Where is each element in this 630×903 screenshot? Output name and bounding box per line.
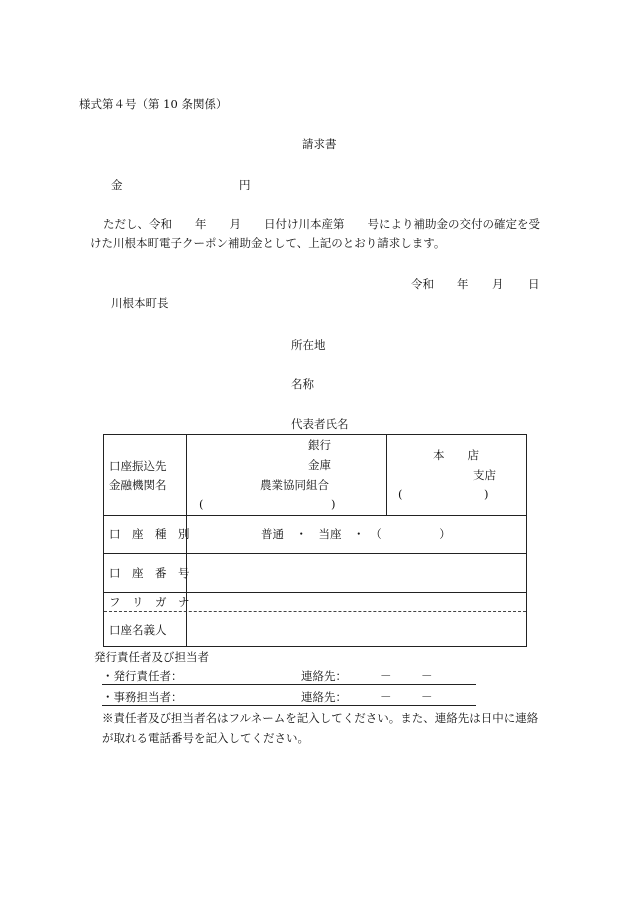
staff-underline	[102, 705, 476, 706]
note-line-2: が取れる電話番号を記入してください。	[102, 731, 309, 745]
branch-option: 支店	[473, 468, 496, 482]
account-type-options: 普通 ・ 当座 ・ （ ）	[261, 527, 451, 541]
branch-column-divider	[386, 435, 387, 515]
transfer-label: 口座振込先	[109, 459, 167, 473]
date-month: 月	[492, 277, 504, 291]
account-number-label: 口 座 番 号	[109, 566, 190, 580]
date-year: 年	[457, 277, 469, 291]
amount-prefix: 金	[111, 178, 123, 192]
note-line-1: ※責任者及び担当者名はフルネームを記入してください。また、連絡先は日中に連絡	[102, 711, 539, 725]
furigana-divider	[104, 611, 526, 612]
bank-paren-close: )	[331, 497, 336, 511]
furigana-label: フ リ ガ ナ	[109, 595, 190, 609]
document-title: 請求書	[302, 137, 337, 151]
body-text-line-1: ただし、令和 年 月 日付け川本産第 号により補助金の交付の確定を受	[103, 217, 540, 231]
date-day: 日	[528, 277, 540, 291]
credit-union-option: 金庫	[308, 458, 331, 472]
addressee: 川根本町長	[111, 296, 169, 310]
row-divider	[104, 515, 526, 516]
bank-option: 銀行	[308, 438, 331, 452]
branch-paren-open: (	[398, 487, 403, 501]
account-holder-label: 口座名義人	[109, 623, 167, 637]
name-label: 名称	[291, 377, 314, 391]
issuer-phone-dash-2: －	[421, 669, 433, 683]
row-divider	[104, 553, 526, 554]
body-text-line-2: けた川根本町電子クーポン補助金として、上記のとおり請求します。	[90, 236, 446, 250]
representative-label: 代表者氏名	[291, 417, 349, 431]
issuer-underline	[102, 684, 476, 685]
form-number: 様式第４号（第 10 条関係）	[79, 97, 228, 111]
bank-paren-open: (	[199, 497, 204, 511]
issuer-contact-label: 連絡先：	[301, 669, 347, 683]
staff-label: ・事務担当者：	[102, 690, 183, 704]
staff-contact-label: 連絡先：	[301, 690, 347, 704]
account-type-label: 口 座 種 別	[109, 527, 190, 541]
row-divider	[104, 592, 526, 593]
date-era: 令和	[411, 277, 434, 291]
amount-unit: 円	[239, 178, 251, 192]
branch-paren-close: )	[484, 487, 489, 501]
head-office-option: 本 店	[433, 448, 479, 462]
issuer-phone-dash-1: －	[380, 669, 392, 683]
bank-name-label: 金融機関名	[109, 478, 167, 492]
bank-account-table	[103, 434, 527, 647]
address-label: 所在地	[291, 338, 326, 352]
staff-phone-dash-1: －	[380, 690, 392, 704]
issuer-label: ・発行責任者：	[102, 669, 183, 683]
contacts-heading: 発行責任者及び担当者	[94, 650, 209, 664]
agri-coop-option: 農業協同組合	[260, 478, 329, 492]
staff-phone-dash-2: －	[421, 690, 433, 704]
